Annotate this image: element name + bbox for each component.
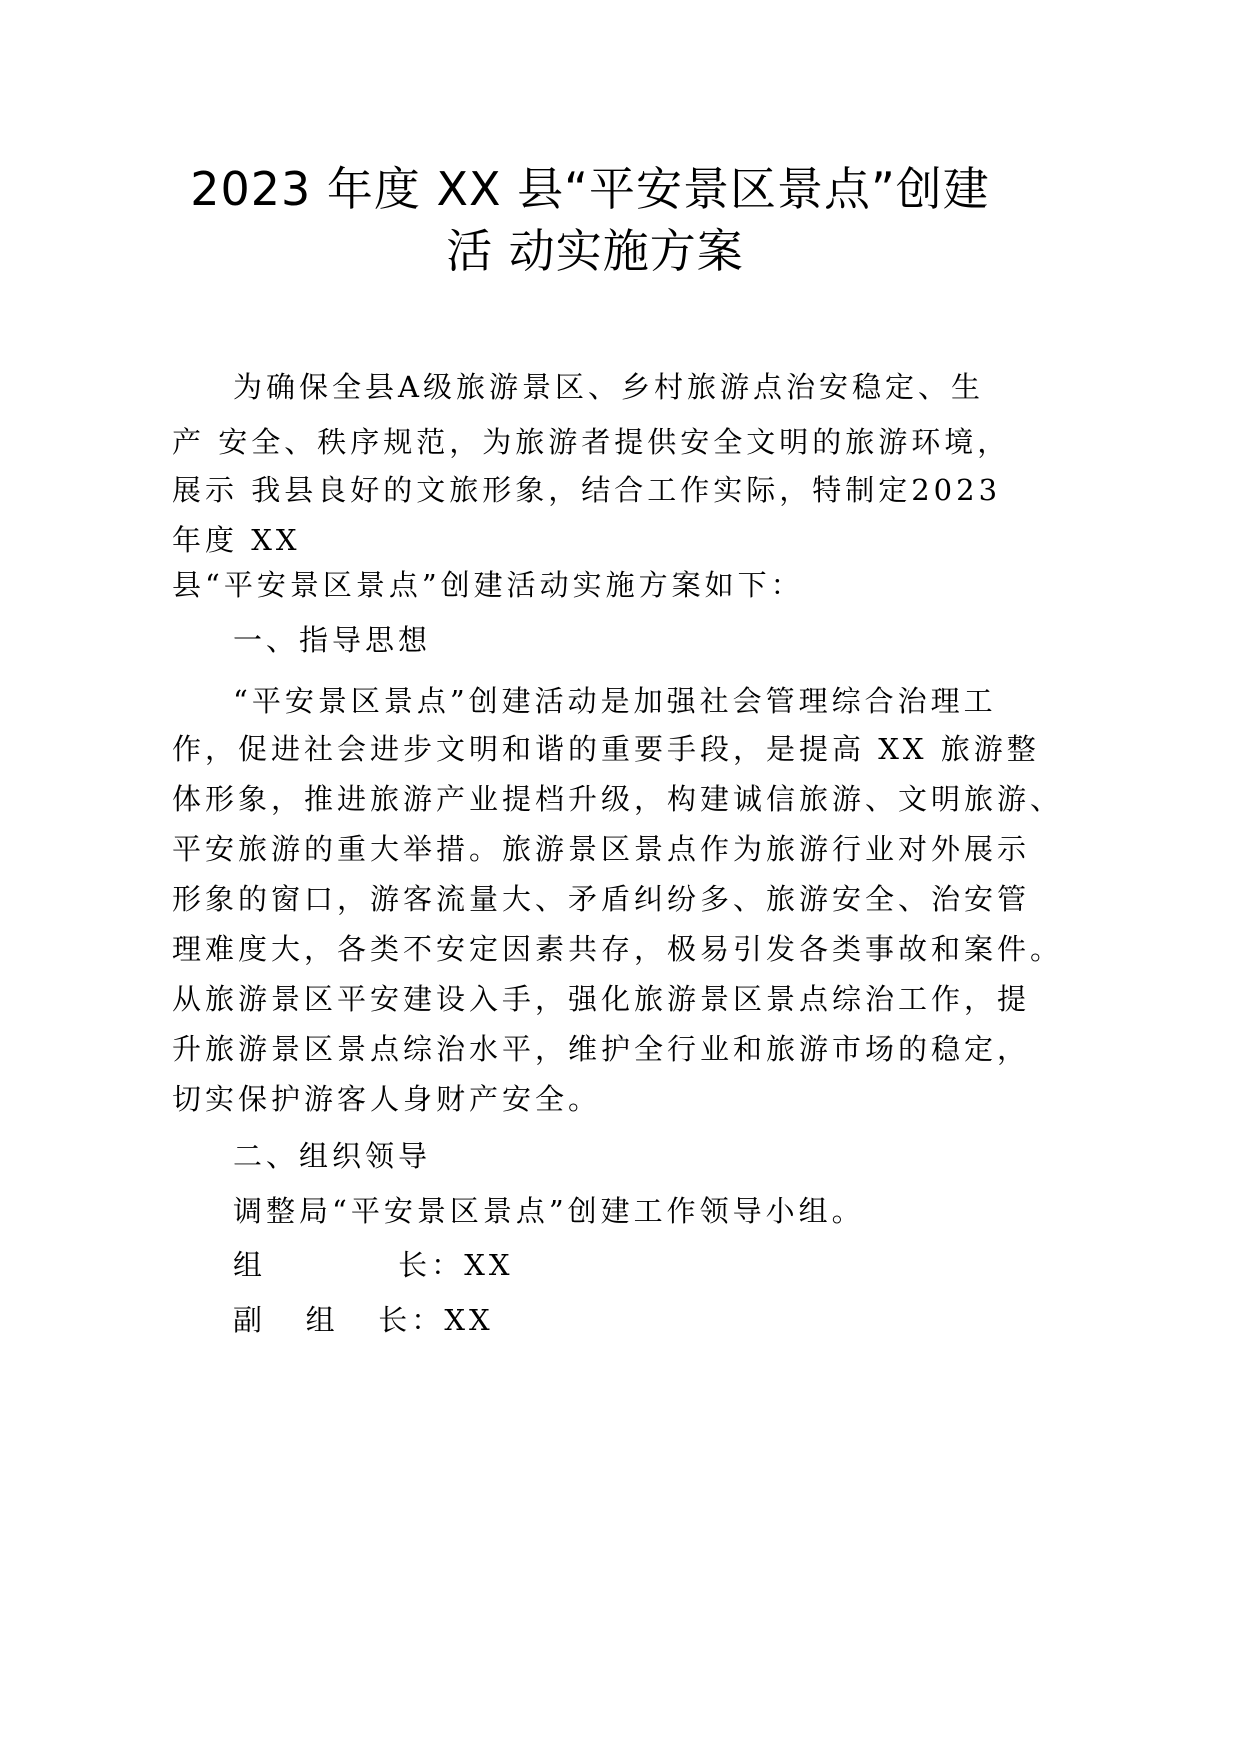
intro-line-5: 县“平安景区景点”创建活动实施方案如下： <box>172 568 804 602</box>
document-title-line-2: 活 动实施方案 <box>446 224 744 278</box>
leader-value: XX <box>464 1248 514 1282</box>
section-1-line-8: 升旅游景区景点综治水平，维护全行业和旅游市场的稳定， <box>172 1032 1031 1066</box>
intro-line-4: 年度 XX <box>172 523 301 557</box>
deputy-leader-value: XX <box>444 1303 494 1337</box>
section-1-line-3: 体形象，推进旅游产业提档升级，构建诚信旅游、文明旅游、 <box>172 782 1064 816</box>
document-title-line-1: 2023 年度 XX 县“平安景区景点”创建 <box>190 162 990 216</box>
section-1-line-4: 平安旅游的重大举措。旅游景区景点作为旅游行业对外展示 <box>172 832 1031 866</box>
section-1-line-9: 切实保护游客人身财产安全。 <box>172 1082 602 1116</box>
section-1-line-2: 作，促进社会进步文明和谐的重要手段，是提高 XX 旅游整 <box>172 732 1040 766</box>
section-1-line-1: “平安景区景点”创建活动是加强社会管理综合治理工 <box>233 684 997 718</box>
intro-line-2: 产 安全、秩序规范，为旅游者提供安全文明的旅游环境， <box>172 425 1011 459</box>
section-1-line-6: 理难度大，各类不安定因素共存，极易引发各类事故和案件。 <box>172 932 1064 966</box>
deputy-leader-row <box>233 1302 494 1338</box>
leader-label: 组 长： <box>233 1248 465 1282</box>
section-1-heading: 一、指导思想 <box>233 623 432 657</box>
intro-line-3: 展示 我县良好的文旅形象，结合工作实际，特制定2023 <box>172 473 1002 507</box>
section-2-text: 调整局“平安景区景点”创建工作领导小组。 <box>233 1194 865 1228</box>
section-1-line-5: 形象的窗口，游客流量大、矛盾纠纷多、旅游安全、治安管 <box>172 882 1031 916</box>
section-1-line-7: 从旅游景区平安建设入手，强化旅游景区景点综治工作，提 <box>172 982 1031 1016</box>
deputy-leader-label: 副 组 长： <box>233 1303 445 1337</box>
section-2-heading: 二、组织领导 <box>233 1139 432 1173</box>
intro-line-1: 为确保全县A级旅游景区、乡村旅游点治安稳定、生 <box>233 370 984 404</box>
leader-row <box>233 1247 513 1283</box>
